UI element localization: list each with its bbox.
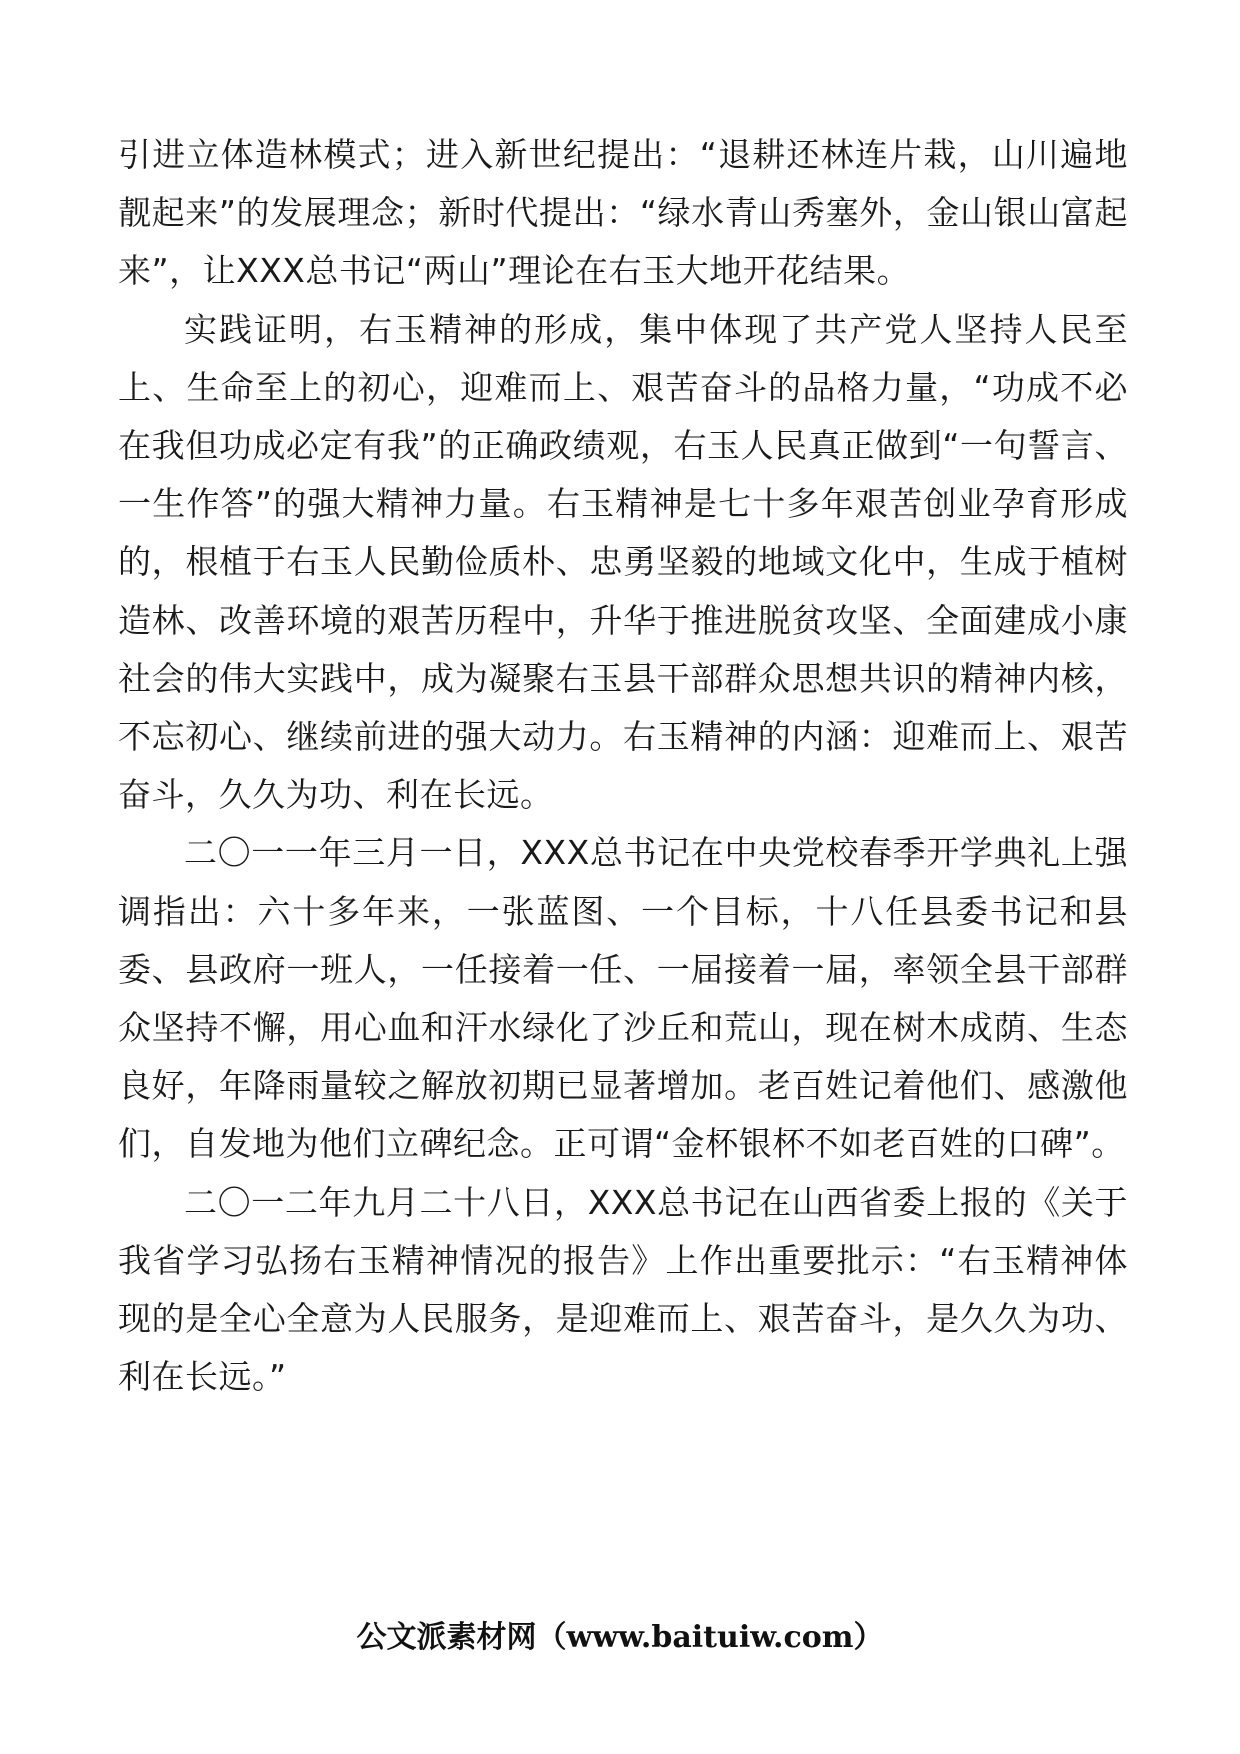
footer-watermark: 公文派素材网（www.baituiw.com） — [356, 1620, 884, 1655]
paragraph-continuation: 引进立体造林模式；进入新世纪提出：“退耕还林连片栽，山川遍地靓起来”的发展理念；新时代提出：“绿水青山秀塞外，金山银山富起来”，让XXX总书记“两山”理论在右玉大地开花结果。 — [118, 135, 1128, 291]
paragraph-2012: 二〇一二年九月二十八日，XXX总书记在山西省委上报的《关于我省学习弘扬右玉精神情况的报告》上作出重要批示：“右玉精神体现的是全心全意为人民服务，是迎难而上、艰苦奋斗，是久久为功、利在长远。” — [118, 1182, 1128, 1397]
paragraph-practice: 实践证明，右玉精神的形成，集中体现了共产党人坚持人民至上、生命至上的初心，迎难而上、艰苦奋斗的品格力量，“功成不必在我但功成必定有我”的正确政绩观，右玉人民真正做到“一句誓言、一生作答”的强大精神力量。右玉精神是七十多年艰苦创业孕育形成的，根植于右玉人民勤俭质朴、忠勇坚毅的地域文化中，生成于植树造林、改善环境的艰苦历程中，升华于推进脱贫攻坚、全面建成小康社会的伟大实践中，成为凝聚右玉县干部群众思想共识的精神内核，不忘初心、继续前进的强大动力。右玉精神的内涵：迎难而上、艰苦奋斗，久久为功、利在长远。 — [118, 309, 1128, 815]
document-body — [118, 126, 1128, 1406]
paragraph-2011: 二〇一一年三月一日，XXX总书记在中央党校春季开学典礼上强调指出：六十多年来，一张蓝图、一个目标，十八任县委书记和县委、县政府一班人，一任接着一任、一届接着一届，率领全县干部群众坚持不懈，用心血和汗水绿化了沙丘和荒山，现在树木成荫、生态良好，年降雨量较之解放初期已显著增加。老百姓记着他们、感激他们，自发地为他们立碑纪念。正可谓“金杯银杯不如老百姓的口碑”。 — [118, 833, 1128, 1164]
